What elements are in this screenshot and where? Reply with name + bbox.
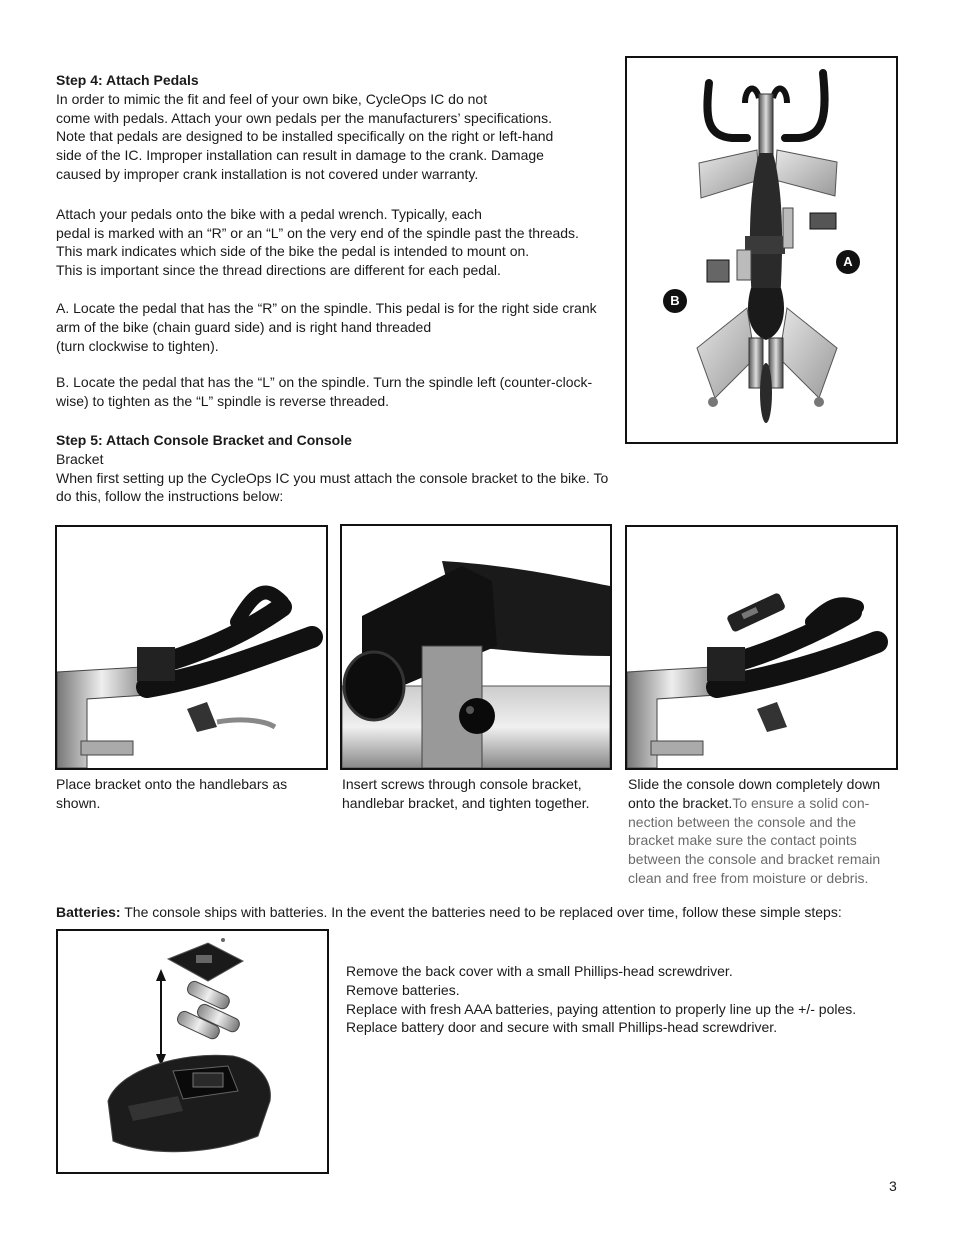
screw-insertion-figure <box>340 524 612 770</box>
step4-line: A. Locate the pedal that has the “R” on the spindle. This pedal is for the right side crank <box>56 299 597 316</box>
battery-step: Replace battery door and secure with small Phillips-head screwdriver. <box>346 1019 778 1036</box>
callout-badge-b: B <box>663 289 687 313</box>
caption-line: Place bracket onto the handlebars as <box>56 776 288 792</box>
caption-line: nection between the console and the <box>628 813 857 830</box>
step4-line: Note that pedals are designed to be installed specifically on the right or left-hand <box>56 128 554 145</box>
step4-heading: Step 4: Attach Pedals <box>56 72 199 88</box>
step4-line: come with pedals. Attach your own pedals per the manufacturers’ specifications. <box>56 109 552 126</box>
step4-line: side of the IC. Improper installation can result in damage to the crank. Damage <box>56 147 544 164</box>
battery-figure <box>56 929 329 1174</box>
step5-subheading: Bracket <box>56 450 104 467</box>
step5-section <box>56 431 636 506</box>
caption-1 <box>56 775 326 813</box>
step4-line: This mark indicates which side of the bike the pedal is intended to mount on. <box>56 243 530 260</box>
step5-heading: Step 5: Attach Console Bracket and Console <box>56 432 352 448</box>
step4-line: arm of the bike (chain guard side) and is right hand threaded <box>56 318 432 335</box>
step4-line: Attach your pedals onto the bike with a pedal wrench. Typically, each <box>56 205 482 222</box>
caption-line: between the console and bracket remain <box>628 851 881 868</box>
step4-section <box>56 71 626 411</box>
step4-line: In order to mimic the fit and feel of your own bike, CycleOps IC do not <box>56 90 488 107</box>
step5-line: When first setting up the CycleOps IC you must attach the console bracket to the bike. To <box>56 469 609 486</box>
caption-line: bracket make sure the contact points <box>628 832 857 849</box>
bracket-placement-figure <box>55 525 328 770</box>
step4-line: (turn clockwise to tighten). <box>56 337 219 354</box>
step4-line: pedal is marked with an “R” or an “L” on the very end of the spindle past the threads. <box>56 224 579 241</box>
caption-line: Insert screws through console bracket, <box>342 776 582 792</box>
caption-line <box>628 794 918 813</box>
step4-line: B. Locate the pedal that has the “L” on the spindle. Turn the spindle left (counter-clock- <box>56 374 593 391</box>
caption-line: handlebar bracket, and tighten together. <box>342 794 590 811</box>
battery-console-illustration <box>58 931 327 1172</box>
battery-steps <box>346 962 926 1037</box>
batteries-line <box>56 903 936 922</box>
step4-line: wise) to tighten as the “L” spindle is reverse threaded. <box>56 393 390 410</box>
caption-3 <box>628 775 918 888</box>
caption-line: Slide the console down completely down <box>628 776 881 792</box>
page-number: 3 <box>889 1178 897 1194</box>
caption-dark-text: onto the bracket. <box>628 794 733 811</box>
bike-top-view-figure <box>625 56 898 444</box>
step5-line: do this, follow the instructions below: <box>56 488 284 505</box>
bike-top-view-illustration <box>627 58 896 442</box>
console-slide-illustration <box>627 527 896 768</box>
step4-line: caused by improper crank installation is not covered under warranty. <box>56 165 479 182</box>
caption-gray-text: To ensure a solid con- <box>732 794 870 811</box>
batteries-label: Batteries: <box>56 904 121 920</box>
screw-closeup-illustration <box>342 526 610 768</box>
caption-2 <box>342 775 617 813</box>
console-slide-figure <box>625 525 898 770</box>
battery-step: Replace with fresh AAA batteries, paying attention to properly line up the +/- poles. <box>346 1000 857 1017</box>
batteries-intro <box>56 903 936 922</box>
caption-line: clean and free from moisture or debris. <box>628 869 869 886</box>
handlebar-bracket-illustration <box>57 527 326 768</box>
callout-badge-a: A <box>836 250 860 274</box>
caption-line: shown. <box>56 794 101 811</box>
step4-line: This is important since the thread directions are different for each pedal. <box>56 262 501 279</box>
battery-step: Remove the back cover with a small Phillips-head screwdriver. <box>346 963 733 979</box>
battery-step: Remove batteries. <box>346 981 460 998</box>
batteries-text: The console ships with batteries. In the event the batteries need to be replaced over time, follow these simple steps: <box>120 904 842 920</box>
